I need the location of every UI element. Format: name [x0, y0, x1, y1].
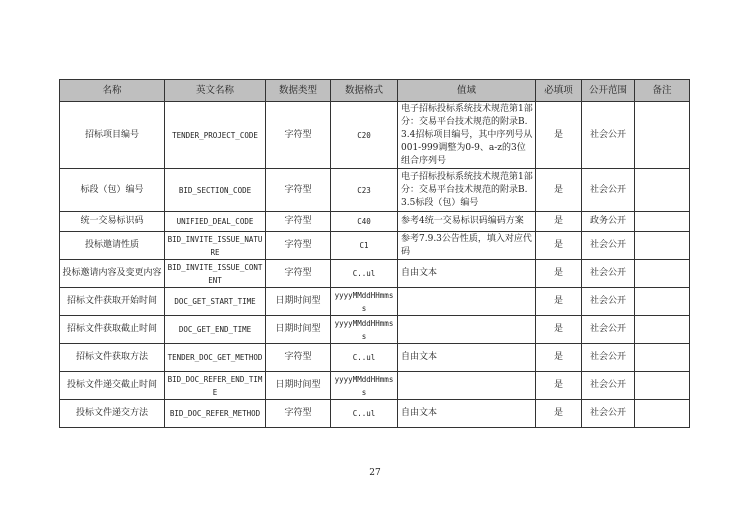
cell-value-range: 参考7.9.3公告性质，填入对应代码 [398, 232, 536, 260]
cell-remark [635, 344, 690, 372]
cell-remark [635, 400, 690, 428]
cell-disclosure-scope: 社会公开 [582, 232, 635, 260]
cell-name: 招标文件获取截止时间 [60, 316, 165, 344]
cell-name: 投标邀请性质 [60, 232, 165, 260]
header-data-type: 数据类型 [266, 80, 331, 102]
cell-disclosure-scope: 政务公开 [582, 212, 635, 232]
header-data-format: 数据格式 [331, 80, 398, 102]
cell-remark [635, 372, 690, 400]
cell-disclosure-scope: 社会公开 [582, 169, 635, 212]
cell-required: 是 [536, 316, 582, 344]
cell-name: 统一交易标识码 [60, 212, 165, 232]
cell-remark [635, 232, 690, 260]
cell-english-name: UNIFIED_DEAL_CODE [165, 212, 266, 232]
cell-data-type: 字符型 [266, 212, 331, 232]
header-value-range: 值域 [398, 80, 536, 102]
cell-value-range: 参考4统一交易标识码编码方案 [398, 212, 536, 232]
cell-data-format: C..ul [331, 400, 398, 428]
cell-data-type: 日期时间型 [266, 288, 331, 316]
cell-english-name: TENDER_PROJECT_CODE [165, 102, 266, 169]
table-row [60, 400, 690, 428]
cell-value-range: 自由文本 [398, 400, 536, 428]
cell-data-type: 字符型 [266, 102, 331, 169]
cell-data-type: 字符型 [266, 344, 331, 372]
cell-disclosure-scope: 社会公开 [582, 344, 635, 372]
cell-required: 是 [536, 212, 582, 232]
cell-data-format: C1 [331, 232, 398, 260]
cell-english-name: DOC_GET_START_TIME [165, 288, 266, 316]
cell-disclosure-scope: 社会公开 [582, 260, 635, 288]
cell-data-format: C..ul [331, 344, 398, 372]
cell-required: 是 [536, 102, 582, 169]
cell-data-type: 字符型 [266, 232, 331, 260]
cell-english-name: BID_INVITE_ISSUE_CONTENT [165, 260, 266, 288]
cell-value-range: 电子招标投标系统技术规范第1部分：交易平台技术规范的附录B.3.5标段（包）编号 [398, 169, 536, 212]
page-number: 27 [369, 468, 381, 478]
cell-required: 是 [536, 400, 582, 428]
cell-english-name: TENDER_DOC_GET_METHOD [165, 344, 266, 372]
cell-value-range: 自由文本 [398, 260, 536, 288]
cell-remark [635, 102, 690, 169]
cell-data-format: yyyyMMddHHmmss [331, 372, 398, 400]
cell-value-range [398, 316, 536, 344]
table-row [60, 260, 690, 288]
header-required: 必填项 [536, 80, 582, 102]
cell-data-type: 字符型 [266, 169, 331, 212]
cell-disclosure-scope: 社会公开 [582, 316, 635, 344]
cell-english-name: BID_DOC_REFER_END_TIME [165, 372, 266, 400]
cell-disclosure-scope: 社会公开 [582, 372, 635, 400]
header-english-name: 英文名称 [165, 80, 266, 102]
cell-english-name: DOC_GET_END_TIME [165, 316, 266, 344]
cell-disclosure-scope: 社会公开 [582, 288, 635, 316]
cell-remark [635, 260, 690, 288]
cell-data-format: C20 [331, 102, 398, 169]
table-row [60, 212, 690, 232]
cell-required: 是 [536, 344, 582, 372]
cell-data-type: 日期时间型 [266, 316, 331, 344]
table-row [60, 372, 690, 400]
cell-required: 是 [536, 232, 582, 260]
header-name: 名称 [60, 80, 165, 102]
cell-data-format: C..ul [331, 260, 398, 288]
cell-value-range [398, 288, 536, 316]
cell-value-range: 自由文本 [398, 344, 536, 372]
data-element-table [59, 79, 690, 428]
table-row [60, 232, 690, 260]
cell-disclosure-scope: 社会公开 [582, 102, 635, 169]
cell-name: 标段（包）编号 [60, 169, 165, 212]
cell-english-name: BID_SECTION_CODE [165, 169, 266, 212]
cell-data-type: 字符型 [266, 400, 331, 428]
table-row [60, 102, 690, 169]
table-row [60, 288, 690, 316]
cell-name: 招标文件获取开始时间 [60, 288, 165, 316]
table-row [60, 316, 690, 344]
cell-data-format: C23 [331, 169, 398, 212]
cell-remark [635, 212, 690, 232]
cell-name: 招标文件获取方法 [60, 344, 165, 372]
cell-remark [635, 316, 690, 344]
cell-remark [635, 169, 690, 212]
cell-name: 投标文件递交方法 [60, 400, 165, 428]
cell-name: 投标文件递交截止时间 [60, 372, 165, 400]
cell-required: 是 [536, 260, 582, 288]
cell-data-type: 日期时间型 [266, 372, 331, 400]
cell-required: 是 [536, 169, 582, 212]
table-row [60, 344, 690, 372]
header-remark: 备注 [635, 80, 690, 102]
cell-data-format: yyyyMMddHHmmss [331, 316, 398, 344]
cell-english-name: BID_DOC_REFER_METHOD [165, 400, 266, 428]
cell-data-format: yyyyMMddHHmmss [331, 288, 398, 316]
cell-value-range [398, 372, 536, 400]
cell-data-type: 字符型 [266, 260, 331, 288]
cell-required: 是 [536, 372, 582, 400]
cell-required: 是 [536, 288, 582, 316]
table-header-row [60, 80, 690, 102]
table-row [60, 169, 690, 212]
cell-remark [635, 288, 690, 316]
table-body [60, 102, 690, 428]
cell-disclosure-scope: 社会公开 [582, 400, 635, 428]
cell-value-range: 电子招标投标系统技术规范第1部分：交易平台技术规范的附录B.3.4招标项目编号，其中序列号从001-999调整为0-9、a-z的3位组合序列号 [398, 102, 536, 169]
cell-english-name: BID_INVITE_ISSUE_NATURE [165, 232, 266, 260]
cell-name: 投标邀请内容及变更内容 [60, 260, 165, 288]
cell-data-format: C40 [331, 212, 398, 232]
cell-name: 招标项目编号 [60, 102, 165, 169]
header-disclosure-scope: 公开范围 [582, 80, 635, 102]
